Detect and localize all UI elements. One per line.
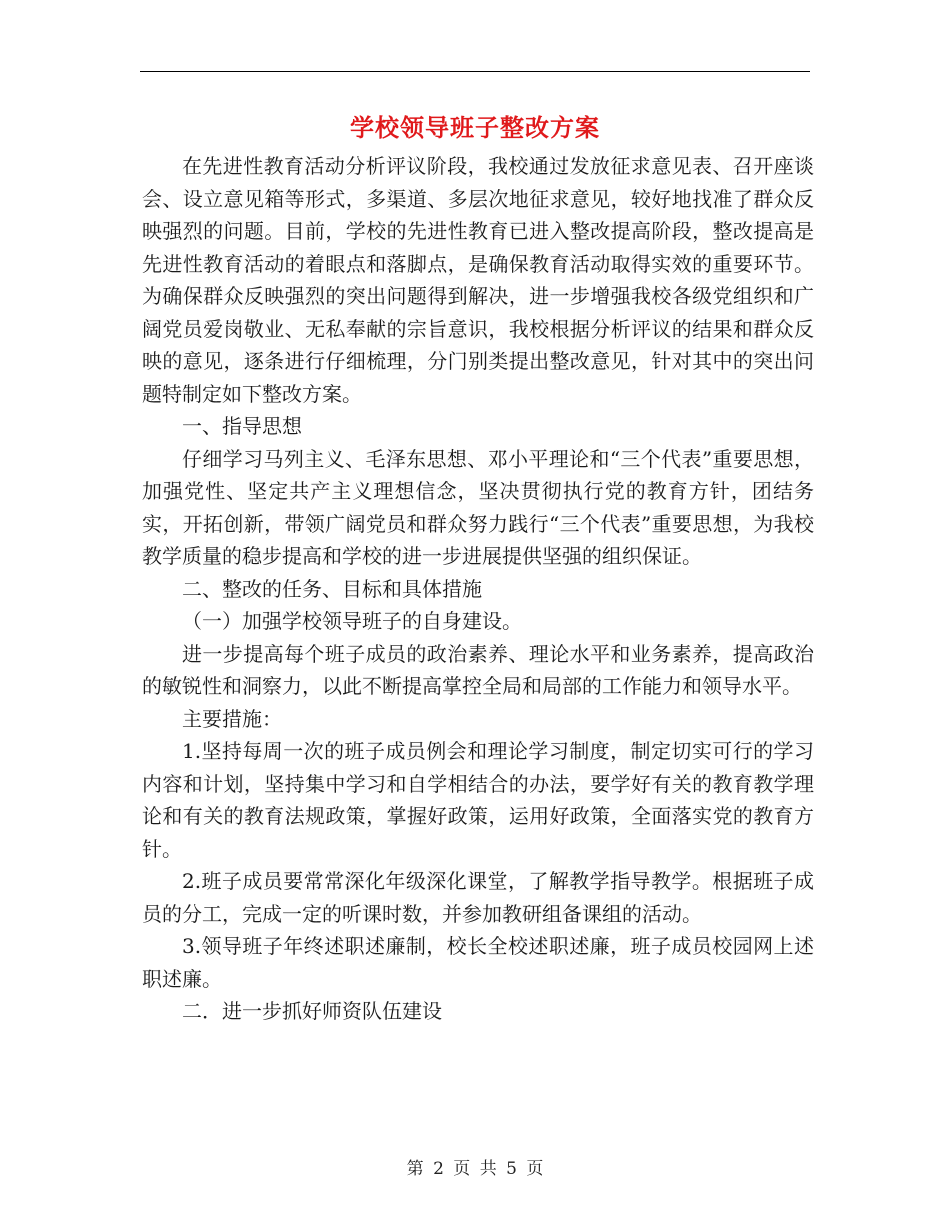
measures-heading: 主要措施： [182,706,282,731]
header-rule [140,71,810,72]
section-heading-tasks: 二、整改的任务、目标和具体措施 [182,576,482,601]
guiding-ideology-paragraph: 仔细学习马列主义、毛泽东思想、邓小平理论和“三个代表”重要思想，加强党性、坚定共产主义理想信念，坚决贯彻执行党的教育方针，团结务实，开拓创新，带领广阔党员和群众努力践行“三个代表”重要思想，为我校教学质量的稳步提高和学校的进一步进展提供坚强的组织保证。 [142,446,814,568]
intro-paragraph: 在先进性教育活动分析评议阶段，我校通过发放征求意见表、召开座谈会、设立意见箱等形式，多渠道、多层次地征求意见，较好地找准了群众反映强烈的问题。目前，学校的先进性教育已进入整改提高阶段，整改提高是先进性教育活动的着眼点和落脚点，是确保教育活动取得实效的重要环节。为确保群众反映强烈的突出问题得到解决，进一步增强我校各级党组织和广阔党员爱岗敬业、无私奉献的宗旨意识，我校根据分析评议的结果和群众反映的意见，逐条进行仔细梳理，分门别类提出整改意见，针对其中的突出问题特制定如下整改方案。 [142,154,814,406]
measure-item-3: 3.领导班子年终述职述廉制，校长全校述职述廉，班子成员校园网上述职述廉。 [142,934,814,991]
section-heading-teacher-team: 二．进一步抓好师资队伍建设 [182,999,442,1023]
document-title: 学校领导班子整改方案 [350,113,600,142]
section-heading-guiding-ideology: 一、指导思想 [182,414,302,438]
document-body [142,150,814,1028]
measure-item-1: 1.坚持每周一次的班子成员例会和理论学习制度，制定切实可行的学习内容和计划，坚持集中学习和自学相结合的办法，要学好有关的教育教学理论和有关的教育法规政策，掌握好政策，运用好政策，全面落实党的教育方针。 [142,739,814,861]
measure-item-2: 2.班子成员要常常深化年级深化课堂，了解教学指导教学。根据班子成员的分工，完成一定的听课时数，并参加教研组备课组的活动。 [142,869,814,926]
subsection-heading-leadership: （一）加强学校领导班子的自身建设。 [182,609,522,633]
leadership-paragraph: 进一步提高每个班子成员的政治素养、理论水平和业务素养，提高政治的敏锐性和洞察力，以此不断提高掌控全局和局部的工作能力和领导水平。 [142,641,814,698]
page-number-footer: 第 2 页 共 5 页 [406,1159,544,1179]
